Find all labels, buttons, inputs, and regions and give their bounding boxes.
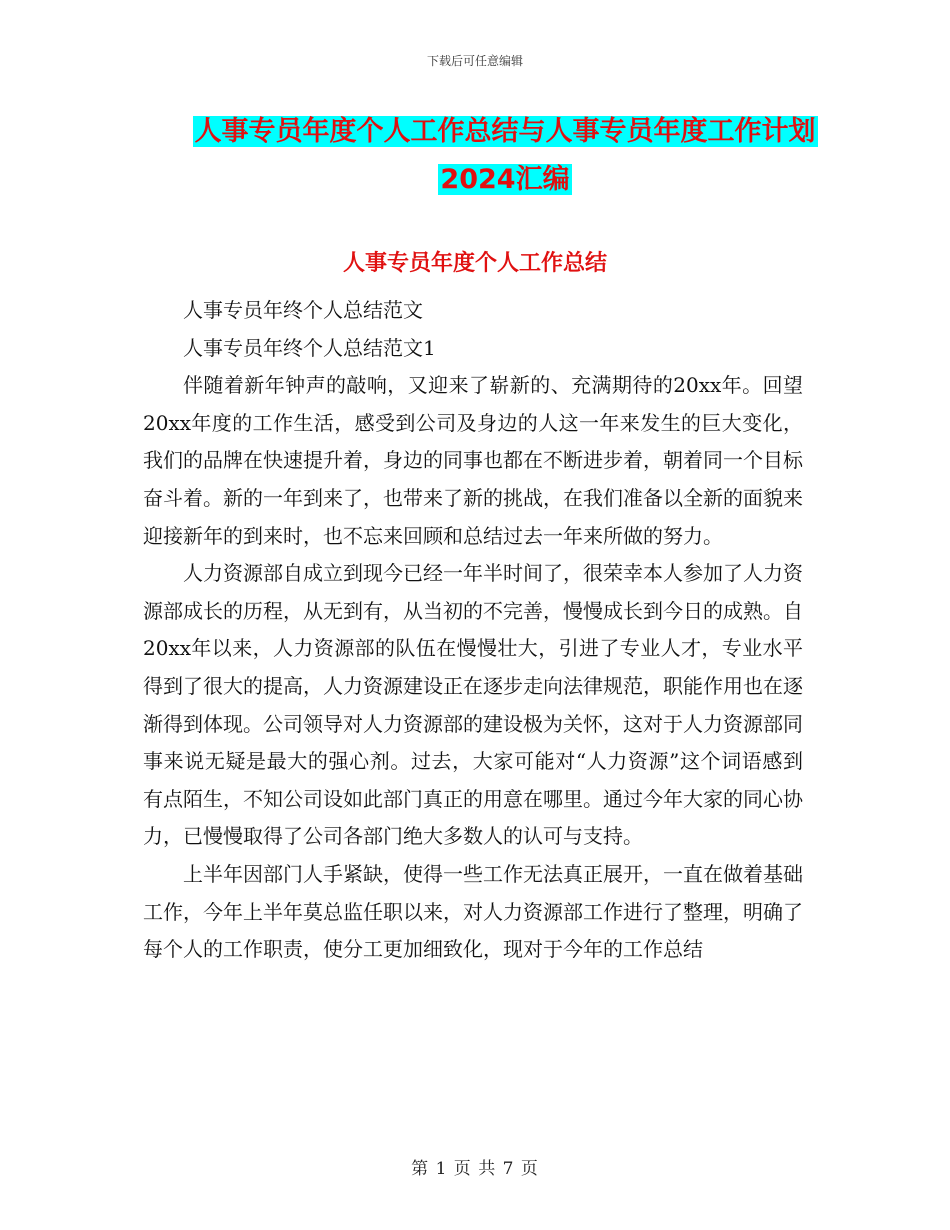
paragraph: 伴随着新年钟声的敲响，又迎来了崭新的、充满期待的20xx年。回望20xx年度的工作生活，感受到公司及身边的人这一年来发生的巨大变化，我们的品牌在快速提升着，身边的同事也都在不断进步着，朝着同一个目标奋斗着。新的一年到来了，也带来了新的挑战，在我们准备以全新的面貌来迎接新年的到来时，也不忘来回顾和总结过去一年来所做的努力。 xyxy=(143,373,803,548)
paragraph: 人事专员年终个人总结范文 xyxy=(183,298,423,322)
page-number: 第 1 页 共 7 页 xyxy=(411,1159,539,1179)
document-title xyxy=(160,108,850,204)
document-title-line-2: 2024汇编 xyxy=(440,164,570,195)
paragraph: 上半年因部门人手紧缺，使得一些工作无法真正展开，一直在做着基础工作，今年上半年莫总监任职以来，对人力资源部工作进行了整理，明确了每个人的工作职责，使分工更加细致化，现对于今年的工作总结 xyxy=(143,861,803,962)
paragraph: 人力资源部自成立到现今已经一年半时间了，很荣幸本人参加了人力资源部成长的历程，从无到有，从当初的不完善，慢慢成长到今日的成熟。自20xx年以来，人力资源部的队伍在慢慢壮大，引进了专业人才，专业水平得到了很大的提高，人力资源建设正在逐步走向法律规范，职能作用也在逐渐得到体现。公司领导对人力资源部的建设极为关怀，这对于人力资源部同事来说无疑是最大的强心剂。过去，大家可能对“人力资源”这个词语感到有点陌生，不知公司设如此部门真正的用意在哪里。通过今年大家的同心协力，已慢慢取得了公司各部门绝大多数人的认可与支持。 xyxy=(143,561,803,849)
paragraph: 人事专员年终个人总结范文1 xyxy=(183,335,436,360)
document-title-line-1: 人事专员年度个人工作总结与人事专员年度工作计划 xyxy=(194,116,816,147)
header-note: 下载后可任意编辑 xyxy=(426,54,523,68)
section-title: 人事专员年度个人工作总结 xyxy=(342,251,607,276)
document-body xyxy=(143,292,803,969)
